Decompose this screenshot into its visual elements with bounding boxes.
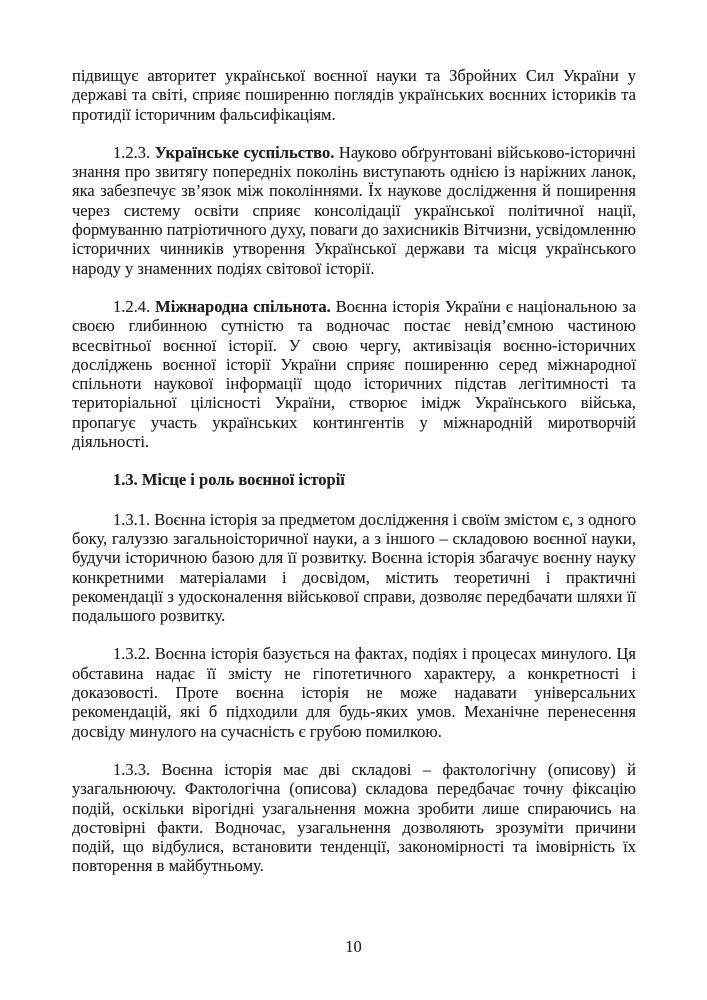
- paragraph-number: 1.2.3.: [113, 142, 151, 162]
- paragraph-number: 1.2.4.: [113, 296, 151, 316]
- paragraph-1-3-2: 1.3.2. Воєнна історія базується на фактах, подіях і процесах минулого. Ця обставина надає її змісту не гіпотетичного характеру, а конкретності і доказовості. Проте воєнна історія не може надавати універсальних рекомендацій, які б підходили для будь-яких умов. Механічне перенесення досвіду минулого на сучасність є грубою помилкою.: [72, 644, 636, 741]
- paragraph-continuation: підвищує авторитет української воєнної науки та Збройних Сил України у державі та світі, сприяє поширенню поглядів українських воєнних істориків та протидії історичним фальсифікаціям.: [72, 66, 636, 124]
- page-number: 10: [345, 936, 362, 956]
- paragraph-1-3-3: 1.3.3. Воєнна історія має дві складові – фактологічну (описову) й узагальнюючу. Фактологічна (описова) складова передбачає точну фіксацію подій, оскільки вірогідні узагальнення можна зробити лише спираючись на достовірні факти. Водночас, узагальнення дозволяють зрозуміти причини подій, що відбулися, встановити тенденції, закономірності та імовірність їх повторення в майбутньому.: [72, 759, 636, 876]
- paragraph-body: Науково обґрунтовані військово-історичні знання про звитягу попередніх поколінь виступають однією із наріжних ланок, яка забезпечує зв’язок між поколіннями. Їх наукове дослідження й поширення через систему освіти сприяє консолідації української політичної нації, формуванню патріотичного духу, поваги до захисників Вітчизни, усвідомленню історичних чинників утворення Української держави та місця українського народу у знаменних подіях світової історії.: [72, 142, 636, 278]
- paragraph-run-in-title: Українське суспільство.: [154, 142, 335, 162]
- paragraph-1-2-4: [72, 297, 636, 451]
- page-text-block: [72, 66, 636, 895]
- paragraph-body: Воєнна історія України є національною за своєю глибинною сутністю та водночас постає невід’ємною частиною всесвітньої воєнної історії. У свою чергу, активізація воєнно-історичних досліджень воєнної історії України сприяє поширенню серед міжнародної спільноти наукової інформації щодо історичних підстав легітимності та територіальної цілісності України, створює імідж Українського війська, пропагує участь українських контингентів у міжнародній миротворчій діяльності.: [72, 296, 637, 452]
- paragraph-1-2-3: [72, 143, 636, 278]
- paragraph-1-3-1: 1.3.1. Воєнна історія за предметом дослідження і своїм змістом є, з одного боку, галуззю загальноісторичної науки, а з іншого – складовою воєнної науки, будучи історичною базою для її розвитку. Воєнна історія збагачує воєнну науку конкретними матеріалами і досвідом, містить теоретичні і практичні рекомендації з удосконалення військової справи, дозволяє передбачати шляхи її подальшого розвитку.: [72, 509, 636, 626]
- paragraph-run-in-title: Міжнародна спільнота.: [155, 296, 331, 316]
- section-heading-1-3: 1.3. Місце і роль воєнної історії: [113, 470, 345, 490]
